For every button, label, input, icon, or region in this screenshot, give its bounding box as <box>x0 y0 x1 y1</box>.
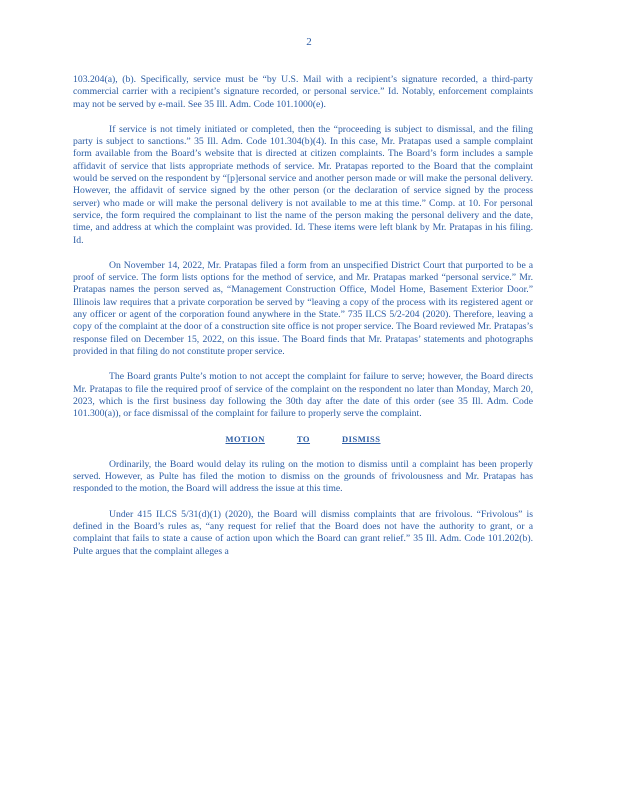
section-heading <box>73 433 533 445</box>
section-heading-word: TO <box>296 434 311 445</box>
paragraph-dismiss-intro: Ordinarily, the Board would delay its ruling on the motion to dismiss until a complaint has been properly served. However, as Pulte has filed the motion to dismiss on the grounds of frivolousness and Mr. Pratapas has responded to the motion, the Board will address the issue at this time. <box>73 458 533 495</box>
document-body <box>73 74 533 571</box>
paragraph-service-requirements: 103.204(a), (b). Specifically, service must be “by U.S. Mail with a recipient’s signature recorded, a third-party commercial carrier with a recipient’s signature recorded, or personal service.” Id. Notably, enforcement complaints may not be served by e-mail. See 35 Ill. Adm. Code 101.1000(e). <box>73 74 533 110</box>
page-number: 2 <box>306 36 312 48</box>
paragraph-frivolous-standard: Under 415 ILCS 5/31(d)(1) (2020), the Board will dismiss complaints that are frivolous. “Frivolous” is defined in the Board’s rules as, “any request for relief that the Board does not have the authority to grant, or a complaint that fails to state a cause of action upon which the Board can grant relief.” 35 Ill. Adm. Code 101.202(b). Pulte argues that the complaint alleges a <box>73 508 533 557</box>
paragraph-board-ruling: The Board grants Pulte’s motion to not accept the complaint for failure to serve; however, the Board directs Mr. Pratapas to file the required proof of service of the complaint on the respondent no later than Monday, March 20, 2023, which is the first business day following the 30th day after the date of this order (see 35 Ill. Adm. Code 101.300(a)), or face dismissal of the complaint for failure to properly serve the complaint. <box>73 371 533 420</box>
section-heading-word: DISMISS <box>342 434 381 445</box>
paragraph-service-timeliness: If service is not timely initiated or completed, then the “proceeding is subject to dismissal, and the filing party is subject to sanctions.” 35 Ill. Adm. Code 101.304(b)(4). In this case, Mr. Pratapas used a sample complaint form available from the Board’s website that is directed at citizen complaints. The Board’s form includes a sample affidavit of service that lists appropriate methods of service. Mr. Pratapas reported to the Board that the complaint would be served on the respondent by “[p]ersonal service and another person made or will make the personal delivery. However, the affidavit of service signed by the other person (or the declaration of service signed by the process server) who made or will make the personal delivery is not available to me at this time.” Comp. at 10. For personal service, the form required the complainant to list the name of the person making the personal delivery and the date, time, and address at which the complaint was provided. Id. These items were left blank by Mr. Pratapas in his filing. Id. <box>73 123 533 246</box>
section-heading-word: MOTION <box>225 434 265 445</box>
paragraph-proof-of-service: On November 14, 2022, Mr. Pratapas filed a form from an unspecified District Court that purported to be a proof of service. The form lists options for the method of service, and Mr. Pratapas marked “personal service.” Mr. Pratapas names the person served as, “Management Construction Office, Model Home, Basement Exterior Door.” Illinois law requires that a private corporation be served by “leaving a copy of the process with its registered agent or any officer or agent of the corporation found anywhere in the State.” 735 ILCS 5/2-204 (2020). Therefore, leaving a copy of the complaint at the door of a construction site office is not proper service. The Board reviewed Mr. Pratapas’s response filed on December 15, 2022, on this issue. The Board finds that Mr. Pratapas’ statements and photographs provided in that filing do not constitute proper service. <box>73 259 533 357</box>
